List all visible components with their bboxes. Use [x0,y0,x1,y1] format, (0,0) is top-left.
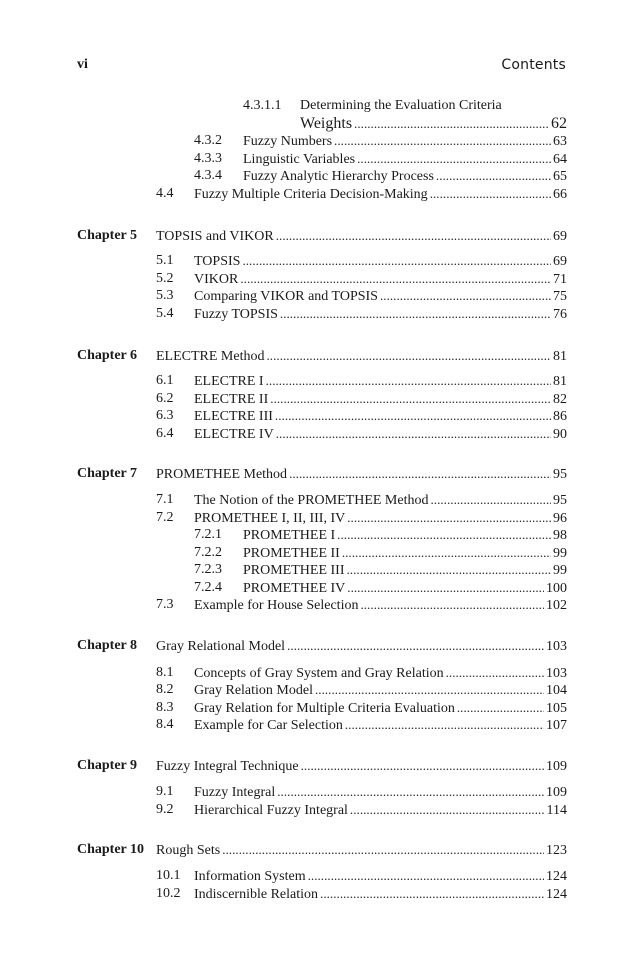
chapter-entry[interactable] [0,227,644,245]
toc-entry[interactable] [0,97,644,115]
toc-entry[interactable] [0,509,644,527]
chapter-label: Chapter 6 [77,348,138,363]
section-title: Weights [300,115,353,132]
section-number: 5.2 [156,271,174,286]
section-title: PROMETHEE III [243,563,345,578]
toc-entry[interactable] [0,287,644,305]
chapter-label: Chapter 9 [77,758,138,773]
leader-dots [280,305,551,324]
toc-entry[interactable] [0,390,644,408]
page-ref: 103 [546,639,567,654]
leader-dots [287,637,544,656]
leader-dots [350,801,545,820]
chapter-entry[interactable] [0,757,644,775]
page-ref: 63 [553,134,567,149]
leader-dots [289,465,551,484]
section-title: Information System [194,869,306,884]
page-ref: 82 [553,392,567,407]
leader-dots [267,347,552,366]
section-title: ELECTRE I [194,374,264,389]
section-number: 5.4 [156,306,174,321]
page-ref: 109 [546,759,567,774]
leader-dots [354,115,549,133]
section-number: 7.2 [156,510,174,525]
section-title: Fuzzy Multiple Criteria Decision-Making [194,187,428,202]
section-title: Example for Car Selection [194,718,343,733]
section-title: PROMETHEE IV [243,581,346,596]
section-number: 7.2.2 [194,545,222,560]
chapter-label: Chapter 7 [77,466,138,481]
toc-entry[interactable] [0,561,644,579]
toc-entry[interactable] [0,185,644,203]
page-ref: 95 [553,467,567,482]
section-number: 7.3 [156,597,174,612]
page-ref: 65 [553,169,567,184]
page-ref: 124 [546,887,567,902]
leader-dots [222,841,544,860]
toc-entry[interactable] [0,132,644,150]
leader-dots [308,867,544,886]
toc-entry[interactable] [0,544,644,562]
leader-dots [266,372,551,391]
page-ref: 81 [553,349,567,364]
section-title: Fuzzy Numbers [243,134,333,149]
toc-entry[interactable] [0,425,644,443]
section-number: 10.2 [156,886,181,901]
chapter-label: Chapter 5 [77,228,138,243]
page-ref: 107 [546,718,567,733]
section-number: 5.1 [156,253,174,268]
toc-entry[interactable] [0,716,644,734]
section-title: VIKOR [194,272,239,287]
section-number: 8.1 [156,665,174,680]
toc-entry[interactable] [0,270,644,288]
page-ref: 75 [553,289,567,304]
section-title: The Notion of the PROMETHEE Method [194,493,429,508]
page-ref: 99 [553,563,567,578]
toc-entry[interactable] [0,867,644,885]
leader-dots [275,407,551,426]
leader-dots [277,783,544,802]
section-title: PROMETHEE I, II, III, IV [194,511,346,526]
toc-entry[interactable] [0,885,644,903]
leader-dots [276,227,551,246]
chapter-title: TOPSIS and VIKOR [156,229,274,244]
toc-entry[interactable] [300,115,567,133]
section-title: Example for House Selection [194,598,359,613]
leader-dots [347,561,552,580]
leader-dots [242,252,551,271]
section-title: Determining the Evaluation Criteria [300,98,502,113]
page-ref: 81 [553,374,567,389]
section-number: 9.1 [156,784,174,799]
section-number: 6.3 [156,408,174,423]
section-number: 6.4 [156,426,174,441]
section-number: 7.2.3 [194,562,222,577]
toc-entry[interactable] [0,167,644,185]
page-ref: 86 [553,409,567,424]
toc-entry[interactable] [0,372,644,390]
section-title: Indiscernible Relation [194,887,319,902]
toc-entry[interactable] [0,150,644,168]
page-ref: 69 [553,229,567,244]
chapter-title: Rough Sets [156,843,221,858]
toc-entry[interactable] [0,579,644,597]
section-title: Fuzzy Integral [194,785,276,800]
page-ref: 104 [546,683,567,698]
page-ref: 95 [553,493,567,508]
section-title: TOPSIS [194,254,241,269]
toc-entry[interactable] [0,252,644,270]
chapter-title: Gray Relational Model [156,639,286,654]
chapter-entry[interactable] [0,637,644,655]
leader-dots [380,287,551,306]
toc-entry[interactable] [0,801,644,819]
leader-dots [315,681,544,700]
leader-dots [430,185,551,204]
leader-dots [301,757,544,776]
page-ref: 98 [553,528,567,543]
section-number: 7.1 [156,492,174,507]
toc-entry[interactable] [0,491,644,509]
toc-entry[interactable] [0,526,644,544]
page-ref: 69 [553,254,567,269]
section-title: PROMETHEE I [243,528,336,543]
leader-dots [276,425,551,444]
toc-entry[interactable] [0,664,644,682]
page-ref: 62 [551,115,567,132]
section-title: PROMETHEE II [243,546,340,561]
page-ref: 124 [546,869,567,884]
chapter-title: PROMETHEE Method [156,467,288,482]
page-ref: 66 [553,187,567,202]
leader-dots [430,491,551,510]
toc-entry[interactable] [0,407,644,425]
section-number: 8.3 [156,700,174,715]
page-ref: 90 [553,427,567,442]
page-ref: 96 [553,511,567,526]
section-number: 4.3.2 [194,133,222,148]
chapter-entry[interactable] [0,347,644,365]
section-number: 4.3.4 [194,168,222,183]
leader-dots [337,526,551,545]
page-ref: 114 [546,803,567,818]
leader-dots [345,716,544,735]
section-title: ELECTRE II [194,392,269,407]
section-number: 9.2 [156,802,174,817]
page-ref: 64 [553,152,567,167]
section-title: ELECTRE III [194,409,273,424]
section-title: Fuzzy Analytic Hierarchy Process [243,169,434,184]
section-number: 6.2 [156,391,174,406]
section-number: 7.2.4 [194,580,222,595]
chapter-label: Chapter 10 [77,842,145,857]
leader-dots [334,132,551,151]
chapter-entry[interactable] [0,465,644,483]
page-ref: 105 [546,701,567,716]
running-title: Contents [501,57,566,73]
page-ref: 102 [546,598,567,613]
section-title: Comparing VIKOR and TOPSIS [194,289,378,304]
section-number: 8.4 [156,717,174,732]
section-title: Hierarchical Fuzzy Integral [194,803,348,818]
page-ref: 100 [546,581,567,596]
page-ref: 109 [546,785,567,800]
page-number: vi [77,57,88,72]
section-title: Linguistic Variables [243,152,356,167]
leader-dots [436,167,551,186]
page-ref: 123 [546,843,567,858]
page-ref: 99 [553,546,567,561]
page-ref: 76 [553,307,567,322]
section-number: 4.3.1.1 [243,98,282,113]
toc-entry[interactable] [0,305,644,323]
chapter-entry[interactable] [0,841,644,859]
toc-entry[interactable] [0,699,644,717]
toc-entry[interactable] [0,596,644,614]
section-title: Fuzzy TOPSIS [194,307,278,322]
leader-dots [360,596,544,615]
section-title: Concepts of Gray System and Gray Relation [194,666,444,681]
leader-dots [320,885,544,904]
section-title: Gray Relation Model [194,683,313,698]
section-number: 5.3 [156,288,174,303]
toc-entry[interactable] [0,681,644,699]
section-title: ELECTRE IV [194,427,274,442]
page-ref: 103 [546,666,567,681]
chapter-title: ELECTRE Method [156,349,265,364]
chapter-title: Fuzzy Integral Technique [156,759,299,774]
section-title: Gray Relation for Multiple Criteria Evaluation [194,701,455,716]
chapter-label: Chapter 8 [77,638,138,653]
section-number: 7.2.1 [194,527,222,542]
section-number: 4.3.3 [194,151,222,166]
page-ref: 71 [553,272,567,287]
section-number: 10.1 [156,868,181,883]
section-number: 4.4 [156,186,174,201]
section-number: 6.1 [156,373,174,388]
toc-entry[interactable] [0,783,644,801]
section-number: 8.2 [156,682,174,697]
